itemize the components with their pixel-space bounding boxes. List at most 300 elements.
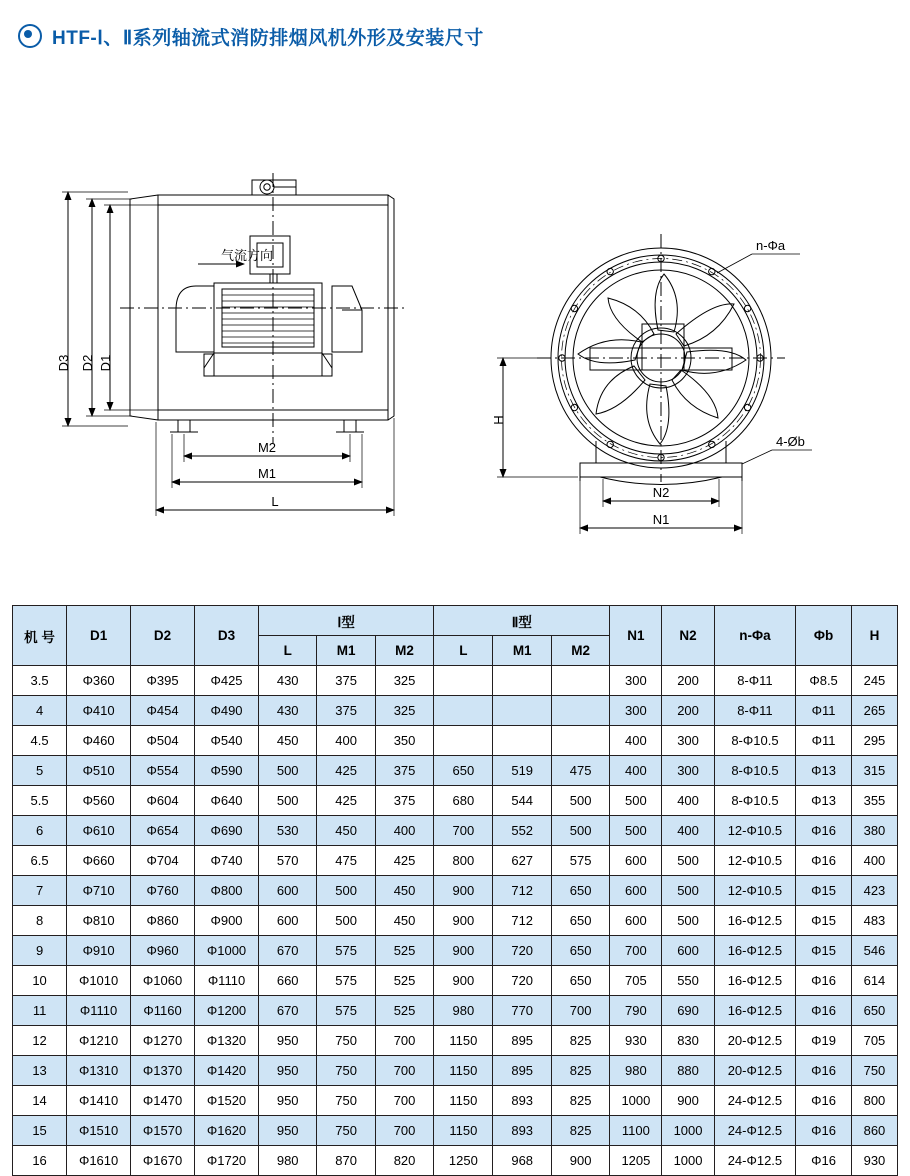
- cell-phi-b: Φ11: [796, 696, 852, 726]
- cell-type2-m1: 720: [493, 966, 551, 996]
- cell-d2: Φ760: [131, 876, 195, 906]
- cell-n-phi-a: 12-Φ10.5: [714, 876, 796, 906]
- cell-machine-no: 5.5: [13, 786, 67, 816]
- cell-phi-b: Φ19: [796, 1026, 852, 1056]
- cell-h: 860: [851, 1116, 897, 1146]
- cell-d2: Φ504: [131, 726, 195, 756]
- table-row: [13, 966, 898, 996]
- cell-type2-l: [434, 726, 493, 756]
- target-icon: [18, 24, 42, 48]
- cell-type1-m1: 575: [317, 996, 375, 1026]
- cell-type1-m2: 375: [375, 756, 433, 786]
- cell-d3: Φ540: [195, 726, 259, 756]
- cell-phi-b: Φ16: [796, 1056, 852, 1086]
- cell-n2: 500: [662, 906, 714, 936]
- cell-type2-m1: [493, 696, 551, 726]
- col-type2-m2: M2: [551, 636, 609, 666]
- col-type2-m1: M1: [493, 636, 551, 666]
- label-n-phi-a: n-Φa: [756, 238, 786, 253]
- cell-phi-b: Φ16: [796, 996, 852, 1026]
- cell-n1: 1205: [610, 1146, 662, 1176]
- label-m2: M2: [257, 440, 277, 455]
- cell-type1-m2: 375: [375, 786, 433, 816]
- cell-n2: 690: [662, 996, 714, 1026]
- cell-d3: Φ690: [195, 816, 259, 846]
- cell-n1: 300: [610, 696, 662, 726]
- cell-type1-m2: 525: [375, 996, 433, 1026]
- cell-type2-m2: 650: [551, 906, 609, 936]
- label-n1: N1: [652, 512, 670, 527]
- table-row: [13, 756, 898, 786]
- cell-machine-no: 9: [13, 936, 67, 966]
- cell-n-phi-a: 16-Φ12.5: [714, 996, 796, 1026]
- table-row: [13, 1086, 898, 1116]
- cell-type1-m1: 425: [317, 756, 375, 786]
- cell-type1-l: 570: [258, 846, 316, 876]
- cell-type1-m2: 400: [375, 816, 433, 846]
- label-m1: M1: [257, 466, 277, 481]
- cell-type2-m1: 893: [493, 1116, 551, 1146]
- cell-type2-m2: [551, 666, 609, 696]
- cell-type1-l: 660: [258, 966, 316, 996]
- cell-n2: 300: [662, 756, 714, 786]
- cell-machine-no: 6: [13, 816, 67, 846]
- cell-type2-l: 900: [434, 876, 493, 906]
- cell-d1: Φ1010: [67, 966, 131, 996]
- cell-type2-m1: 968: [493, 1146, 551, 1176]
- cell-d3: Φ425: [195, 666, 259, 696]
- technical-drawing: [0, 58, 910, 603]
- label-l: L: [271, 494, 279, 509]
- label-h: H: [491, 415, 506, 425]
- cell-type2-m1: 627: [493, 846, 551, 876]
- cell-machine-no: 12: [13, 1026, 67, 1056]
- cell-d2: Φ704: [131, 846, 195, 876]
- cell-type2-m2: 825: [551, 1086, 609, 1116]
- cell-phi-b: Φ13: [796, 786, 852, 816]
- cell-machine-no: 7: [13, 876, 67, 906]
- cell-h: 930: [851, 1146, 897, 1176]
- cell-type2-m1: [493, 726, 551, 756]
- table-row: [13, 726, 898, 756]
- table-row: [13, 786, 898, 816]
- cell-d3: Φ1720: [195, 1146, 259, 1176]
- cell-type1-l: 670: [258, 996, 316, 1026]
- cell-type1-l: 430: [258, 696, 316, 726]
- cell-d1: Φ1110: [67, 996, 131, 1026]
- cell-n-phi-a: 12-Φ10.5: [714, 846, 796, 876]
- cell-n1: 790: [610, 996, 662, 1026]
- cell-type2-l: [434, 666, 493, 696]
- label-n2: N2: [652, 485, 670, 500]
- cell-type2-m2: 475: [551, 756, 609, 786]
- cell-type1-m2: 820: [375, 1146, 433, 1176]
- cell-type2-m1: 895: [493, 1056, 551, 1086]
- cell-machine-no: 13: [13, 1056, 67, 1086]
- cell-type1-l: 980: [258, 1146, 316, 1176]
- label-d3: D3: [56, 354, 71, 372]
- cell-d3: Φ490: [195, 696, 259, 726]
- cell-n1: 400: [610, 726, 662, 756]
- table-row: [13, 906, 898, 936]
- cell-d1: Φ710: [67, 876, 131, 906]
- cell-type2-m2: 825: [551, 1116, 609, 1146]
- cell-type1-m1: 750: [317, 1026, 375, 1056]
- cell-n1: 600: [610, 846, 662, 876]
- cell-type2-m1: 544: [493, 786, 551, 816]
- cell-type2-m2: 650: [551, 936, 609, 966]
- cell-type2-l: 900: [434, 936, 493, 966]
- cell-machine-no: 3.5: [13, 666, 67, 696]
- cell-n-phi-a: 24-Φ12.5: [714, 1086, 796, 1116]
- col-n-phi-a: n-Φa: [714, 606, 796, 666]
- cell-d2: Φ654: [131, 816, 195, 846]
- table-row: [13, 816, 898, 846]
- cell-n1: 500: [610, 816, 662, 846]
- cell-n-phi-a: 20-Φ12.5: [714, 1056, 796, 1086]
- cell-d1: Φ460: [67, 726, 131, 756]
- cell-type2-m2: [551, 696, 609, 726]
- cell-type2-m1: 712: [493, 906, 551, 936]
- cell-d3: Φ590: [195, 756, 259, 786]
- cell-d3: Φ900: [195, 906, 259, 936]
- cell-type1-m2: 700: [375, 1086, 433, 1116]
- cell-phi-b: Φ16: [796, 1086, 852, 1116]
- cell-machine-no: 6.5: [13, 846, 67, 876]
- cell-type1-m2: 700: [375, 1026, 433, 1056]
- cell-type1-m1: 475: [317, 846, 375, 876]
- cell-type2-m2: 825: [551, 1026, 609, 1056]
- cell-h: 546: [851, 936, 897, 966]
- cell-type2-l: 1150: [434, 1116, 493, 1146]
- cell-n-phi-a: 16-Φ12.5: [714, 906, 796, 936]
- cell-h: 380: [851, 816, 897, 846]
- label-d2: D2: [80, 354, 95, 372]
- cell-type1-m2: 700: [375, 1116, 433, 1146]
- table-row: [13, 846, 898, 876]
- cell-phi-b: Φ8.5: [796, 666, 852, 696]
- cell-type1-l: 600: [258, 876, 316, 906]
- cell-n1: 980: [610, 1056, 662, 1086]
- cell-h: 483: [851, 906, 897, 936]
- page-header: [0, 0, 910, 58]
- cell-type2-l: 900: [434, 906, 493, 936]
- cell-type2-m2: 900: [551, 1146, 609, 1176]
- cell-n1: 400: [610, 756, 662, 786]
- cell-d1: Φ360: [67, 666, 131, 696]
- cell-type1-m1: 750: [317, 1056, 375, 1086]
- specification-table: [12, 605, 898, 1176]
- cell-type1-l: 450: [258, 726, 316, 756]
- cell-type1-l: 430: [258, 666, 316, 696]
- cell-n2: 400: [662, 786, 714, 816]
- cell-type1-m1: 750: [317, 1086, 375, 1116]
- col-h: H: [851, 606, 897, 666]
- cell-machine-no: 4: [13, 696, 67, 726]
- cell-phi-b: Φ16: [796, 846, 852, 876]
- table-row: [13, 996, 898, 1026]
- cell-type2-l: [434, 696, 493, 726]
- cell-type1-m1: 500: [317, 906, 375, 936]
- col-d3: D3: [195, 606, 259, 666]
- cell-n-phi-a: 8-Φ11: [714, 666, 796, 696]
- col-type1: Ⅰ型: [258, 606, 433, 636]
- cell-h: 400: [851, 846, 897, 876]
- cell-n2: 830: [662, 1026, 714, 1056]
- cell-n-phi-a: 12-Φ10.5: [714, 816, 796, 846]
- cell-type1-l: 600: [258, 906, 316, 936]
- cell-n2: 600: [662, 936, 714, 966]
- cell-type2-l: 700: [434, 816, 493, 846]
- cell-machine-no: 4.5: [13, 726, 67, 756]
- table-row: [13, 1026, 898, 1056]
- cell-n1: 600: [610, 906, 662, 936]
- cell-d1: Φ1610: [67, 1146, 131, 1176]
- cell-type1-l: 950: [258, 1056, 316, 1086]
- cell-d3: Φ800: [195, 876, 259, 906]
- cell-h: 800: [851, 1086, 897, 1116]
- table-row: [13, 696, 898, 726]
- cell-type2-l: 1150: [434, 1056, 493, 1086]
- cell-type2-m2: 650: [551, 966, 609, 996]
- cell-phi-b: Φ16: [796, 816, 852, 846]
- cell-n1: 600: [610, 876, 662, 906]
- cell-phi-b: Φ13: [796, 756, 852, 786]
- table-header-row-1: [13, 606, 898, 636]
- cell-type1-m2: 525: [375, 936, 433, 966]
- cell-type1-l: 500: [258, 786, 316, 816]
- label-airflow: 气流方向: [221, 248, 274, 263]
- cell-h: 423: [851, 876, 897, 906]
- cell-type2-l: 650: [434, 756, 493, 786]
- cell-type2-m1: 893: [493, 1086, 551, 1116]
- cell-type1-m2: 525: [375, 966, 433, 996]
- cell-type2-m2: 500: [551, 786, 609, 816]
- cell-n1: 930: [610, 1026, 662, 1056]
- cell-d3: Φ1110: [195, 966, 259, 996]
- cell-h: 750: [851, 1056, 897, 1086]
- table-row: [13, 1056, 898, 1086]
- cell-n1: 705: [610, 966, 662, 996]
- cell-n1: 500: [610, 786, 662, 816]
- cell-type2-m2: 650: [551, 876, 609, 906]
- cell-d1: Φ1310: [67, 1056, 131, 1086]
- cell-type2-m2: 500: [551, 816, 609, 846]
- table-row: [13, 936, 898, 966]
- cell-d3: Φ740: [195, 846, 259, 876]
- cell-type1-l: 950: [258, 1086, 316, 1116]
- cell-h: 295: [851, 726, 897, 756]
- cell-type2-m1: 519: [493, 756, 551, 786]
- cell-type2-m1: 895: [493, 1026, 551, 1056]
- cell-type1-m1: 375: [317, 666, 375, 696]
- cell-n-phi-a: 8-Φ10.5: [714, 726, 796, 756]
- cell-type1-m1: 750: [317, 1116, 375, 1146]
- cell-type2-m2: 825: [551, 1056, 609, 1086]
- cell-d1: Φ1410: [67, 1086, 131, 1116]
- col-d2: D2: [131, 606, 195, 666]
- cell-d3: Φ1320: [195, 1026, 259, 1056]
- cell-n-phi-a: 20-Φ12.5: [714, 1026, 796, 1056]
- cell-phi-b: Φ15: [796, 906, 852, 936]
- cell-type1-l: 950: [258, 1116, 316, 1146]
- cell-h: 315: [851, 756, 897, 786]
- cell-d3: Φ1420: [195, 1056, 259, 1086]
- cell-phi-b: Φ16: [796, 966, 852, 996]
- cell-n2: 500: [662, 876, 714, 906]
- label-4-phi-b: 4-Øb: [776, 434, 805, 449]
- cell-d1: Φ410: [67, 696, 131, 726]
- cell-d2: Φ554: [131, 756, 195, 786]
- cell-d3: Φ640: [195, 786, 259, 816]
- cell-type2-m1: 720: [493, 936, 551, 966]
- cell-n1: 1100: [610, 1116, 662, 1146]
- cell-d2: Φ1160: [131, 996, 195, 1026]
- cell-type2-m2: [551, 726, 609, 756]
- cell-n2: 900: [662, 1086, 714, 1116]
- cell-n-phi-a: 8-Φ11: [714, 696, 796, 726]
- col-machine-no: 机 号: [13, 606, 67, 666]
- cell-type2-m2: 575: [551, 846, 609, 876]
- cell-n1: 1000: [610, 1086, 662, 1116]
- cell-machine-no: 16: [13, 1146, 67, 1176]
- col-d1: D1: [67, 606, 131, 666]
- col-phi-b: Φb: [796, 606, 852, 666]
- cell-n1: 700: [610, 936, 662, 966]
- cell-n2: 1000: [662, 1116, 714, 1146]
- cell-type2-l: 800: [434, 846, 493, 876]
- cell-d1: Φ560: [67, 786, 131, 816]
- cell-h: 705: [851, 1026, 897, 1056]
- cell-type2-l: 900: [434, 966, 493, 996]
- cell-type2-m2: 700: [551, 996, 609, 1026]
- cell-type1-m2: 425: [375, 846, 433, 876]
- cell-n2: 550: [662, 966, 714, 996]
- cell-d3: Φ1200: [195, 996, 259, 1026]
- cell-n-phi-a: 16-Φ12.5: [714, 936, 796, 966]
- cell-n1: 300: [610, 666, 662, 696]
- cell-type1-m2: 325: [375, 666, 433, 696]
- cell-d3: Φ1000: [195, 936, 259, 966]
- cell-type1-m2: 325: [375, 696, 433, 726]
- cell-type1-m2: 450: [375, 906, 433, 936]
- cell-n2: 500: [662, 846, 714, 876]
- cell-type2-m1: 552: [493, 816, 551, 846]
- cell-n-phi-a: 8-Φ10.5: [714, 786, 796, 816]
- cell-n2: 300: [662, 726, 714, 756]
- cell-type1-m1: 375: [317, 696, 375, 726]
- cell-d3: Φ1520: [195, 1086, 259, 1116]
- cell-h: 245: [851, 666, 897, 696]
- col-type1-m2: M2: [375, 636, 433, 666]
- cell-type1-m1: 400: [317, 726, 375, 756]
- cell-type1-m2: 700: [375, 1056, 433, 1086]
- cell-machine-no: 8: [13, 906, 67, 936]
- cell-d2: Φ960: [131, 936, 195, 966]
- cell-n-phi-a: 24-Φ12.5: [714, 1116, 796, 1146]
- col-type1-l: L: [258, 636, 316, 666]
- cell-d2: Φ395: [131, 666, 195, 696]
- cell-n-phi-a: 16-Φ12.5: [714, 966, 796, 996]
- cell-d2: Φ1370: [131, 1056, 195, 1086]
- cell-machine-no: 15: [13, 1116, 67, 1146]
- cell-n2: 880: [662, 1056, 714, 1086]
- cell-d2: Φ604: [131, 786, 195, 816]
- cell-type1-l: 670: [258, 936, 316, 966]
- cell-type1-m2: 450: [375, 876, 433, 906]
- cell-d1: Φ610: [67, 816, 131, 846]
- cell-d1: Φ660: [67, 846, 131, 876]
- col-type2-l: L: [434, 636, 493, 666]
- cell-n-phi-a: 8-Φ10.5: [714, 756, 796, 786]
- cell-type2-l: 1250: [434, 1146, 493, 1176]
- cell-machine-no: 14: [13, 1086, 67, 1116]
- table-row: [13, 666, 898, 696]
- col-n1: N1: [610, 606, 662, 666]
- cell-machine-no: 11: [13, 996, 67, 1026]
- cell-type1-m1: 575: [317, 966, 375, 996]
- cell-d2: Φ860: [131, 906, 195, 936]
- cell-d2: Φ1060: [131, 966, 195, 996]
- cell-d2: Φ1270: [131, 1026, 195, 1056]
- cell-d1: Φ1510: [67, 1116, 131, 1146]
- cell-n2: 400: [662, 816, 714, 846]
- cell-type1-l: 500: [258, 756, 316, 786]
- page-title: HTF-Ⅰ、Ⅱ系列轴流式消防排烟风机外形及安装尺寸: [52, 27, 484, 49]
- cell-type2-m1: [493, 666, 551, 696]
- cell-d1: Φ910: [67, 936, 131, 966]
- label-d1: D1: [98, 354, 113, 372]
- cell-type2-l: 980: [434, 996, 493, 1026]
- cell-phi-b: Φ11: [796, 726, 852, 756]
- cell-d1: Φ810: [67, 906, 131, 936]
- cell-n2: 200: [662, 696, 714, 726]
- cell-phi-b: Φ15: [796, 876, 852, 906]
- table-row: [13, 876, 898, 906]
- cell-h: 650: [851, 996, 897, 1026]
- cell-n2: 1000: [662, 1146, 714, 1176]
- col-type1-m1: M1: [317, 636, 375, 666]
- cell-type1-m1: 425: [317, 786, 375, 816]
- cell-n2: 200: [662, 666, 714, 696]
- col-type2: Ⅱ型: [434, 606, 610, 636]
- cell-phi-b: Φ15: [796, 936, 852, 966]
- cell-type1-m2: 350: [375, 726, 433, 756]
- cell-type2-l: 1150: [434, 1026, 493, 1056]
- cell-type2-m1: 770: [493, 996, 551, 1026]
- cell-type1-m1: 450: [317, 816, 375, 846]
- cell-d1: Φ510: [67, 756, 131, 786]
- cell-type1-m1: 500: [317, 876, 375, 906]
- cell-d3: Φ1620: [195, 1116, 259, 1146]
- cell-type2-l: 680: [434, 786, 493, 816]
- cell-type1-l: 950: [258, 1026, 316, 1056]
- cell-d2: Φ1570: [131, 1116, 195, 1146]
- cell-h: 355: [851, 786, 897, 816]
- cell-type1-m1: 870: [317, 1146, 375, 1176]
- cell-h: 614: [851, 966, 897, 996]
- cell-type1-m1: 575: [317, 936, 375, 966]
- cell-type2-m1: 712: [493, 876, 551, 906]
- cell-type1-l: 530: [258, 816, 316, 846]
- table-row: [13, 1116, 898, 1146]
- col-n2: N2: [662, 606, 714, 666]
- cell-h: 265: [851, 696, 897, 726]
- cell-d2: Φ1670: [131, 1146, 195, 1176]
- cell-d2: Φ454: [131, 696, 195, 726]
- cell-type2-l: 1150: [434, 1086, 493, 1116]
- cell-machine-no: 10: [13, 966, 67, 996]
